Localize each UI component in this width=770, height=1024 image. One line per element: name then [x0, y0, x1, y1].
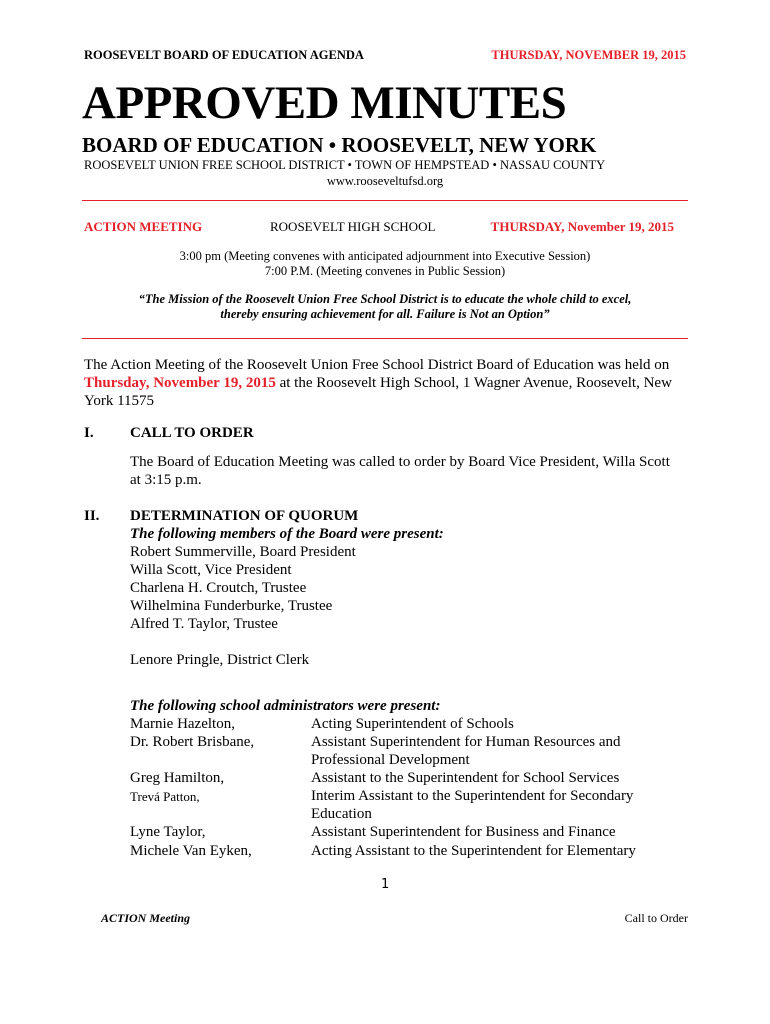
admin-title: Education — [311, 806, 372, 822]
board-member: Robert Summerville, Board President — [130, 544, 356, 560]
admin-title: Acting Assistant to the Superintendent for Elementary — [311, 843, 636, 859]
page-subtitle: BOARD OF EDUCATION • ROOSEVELT, NEW YORK — [82, 133, 597, 157]
header-date: THURSDAY, NOVEMBER 19, 2015 — [491, 48, 686, 62]
time-public: 7:00 P.M. (Meeting convenes in Public Session) — [264, 264, 506, 278]
intro-date: Thursday, November 19, 2015 — [84, 375, 276, 391]
board-present-heading: The following members of the Board were present: — [130, 526, 444, 542]
section-1-text-1: The Board of Education Meeting was called to order by Board Vice President, Willa Scott — [130, 454, 670, 470]
admin-name: Dr. Robert Brisbane, — [130, 734, 255, 750]
meeting-location: ROOSEVELT HIGH SCHOOL — [270, 219, 436, 234]
intro-location: at the Roosevelt High School, 1 Wagner Avenue, Roosevelt, New — [275, 375, 672, 391]
meeting-type: ACTION MEETING — [84, 219, 203, 234]
admin-title: Professional Development — [311, 752, 470, 768]
admin-name: Trevá Patton, — [130, 789, 200, 804]
admins-present-heading: The following school administrators were present: — [130, 698, 441, 714]
mission-line-1: “The Mission of the Roosevelt Union Free School District is to educate the whole child to excel, — [138, 292, 632, 306]
footer-left: ACTION Meeting — [101, 911, 191, 925]
section-2-heading: DETERMINATION OF QUORUM — [130, 508, 359, 524]
footer-right: Call to Order — [624, 911, 688, 925]
section-1-text-2: at 3:15 p.m. — [130, 472, 202, 488]
board-member: Willa Scott, Vice President — [130, 562, 292, 578]
mission-line-2: thereby ensuring achievement for all. Failure is Not an Option” — [220, 307, 550, 321]
board-member: Alfred T. Taylor, Trustee — [130, 616, 278, 632]
admin-title: Assistant Superintendent for Business and Finance — [311, 824, 616, 840]
intro-line-2 — [84, 375, 672, 392]
admin-title: Assistant to the Superintendent for School Services — [311, 770, 620, 786]
intro-line-1: The Action Meeting of the Roosevelt Union Free School District Board of Education was held on — [84, 357, 670, 373]
board-member: Wilhelmina Funderburke, Trustee — [130, 598, 333, 614]
divider-top — [82, 200, 688, 201]
section-2-number: II. — [84, 508, 100, 524]
website-link[interactable]: www.rooseveltufsd.org — [326, 174, 444, 188]
admin-title: Interim Assistant to the Superintendent for Secondary — [311, 788, 634, 804]
page-number: 1 — [381, 877, 390, 892]
district-clerk: Lenore Pringle, District Clerk — [130, 652, 310, 668]
admin-name: Michele Van Eyken, — [130, 843, 252, 859]
intro-line-3: York 11575 — [84, 393, 155, 409]
divider-bottom — [82, 338, 688, 339]
admin-title: Acting Superintendent of Schools — [311, 716, 514, 732]
time-executive: 3:00 pm (Meeting convenes with anticipated adjournment into Executive Session) — [179, 249, 591, 263]
section-1-heading: CALL TO ORDER — [130, 425, 254, 441]
admin-name: Greg Hamilton, — [130, 770, 225, 786]
header-left: ROOSEVELT BOARD OF EDUCATION AGENDA — [84, 48, 364, 62]
admin-name: Lyne Taylor, — [130, 824, 206, 840]
admin-title: Assistant Superintendent for Human Resources and — [311, 734, 621, 750]
page-title: APPROVED MINUTES — [82, 77, 567, 129]
meeting-date: THURSDAY, November 19, 2015 — [490, 219, 674, 234]
district-line: ROOSEVELT UNION FREE SCHOOL DISTRICT • TOWN OF HEMPSTEAD • NASSAU COUNTY — [84, 158, 606, 172]
board-member: Charlena H. Croutch, Trustee — [130, 580, 307, 596]
section-1-number: I. — [84, 425, 94, 441]
admin-name: Marnie Hazelton, — [130, 716, 235, 732]
